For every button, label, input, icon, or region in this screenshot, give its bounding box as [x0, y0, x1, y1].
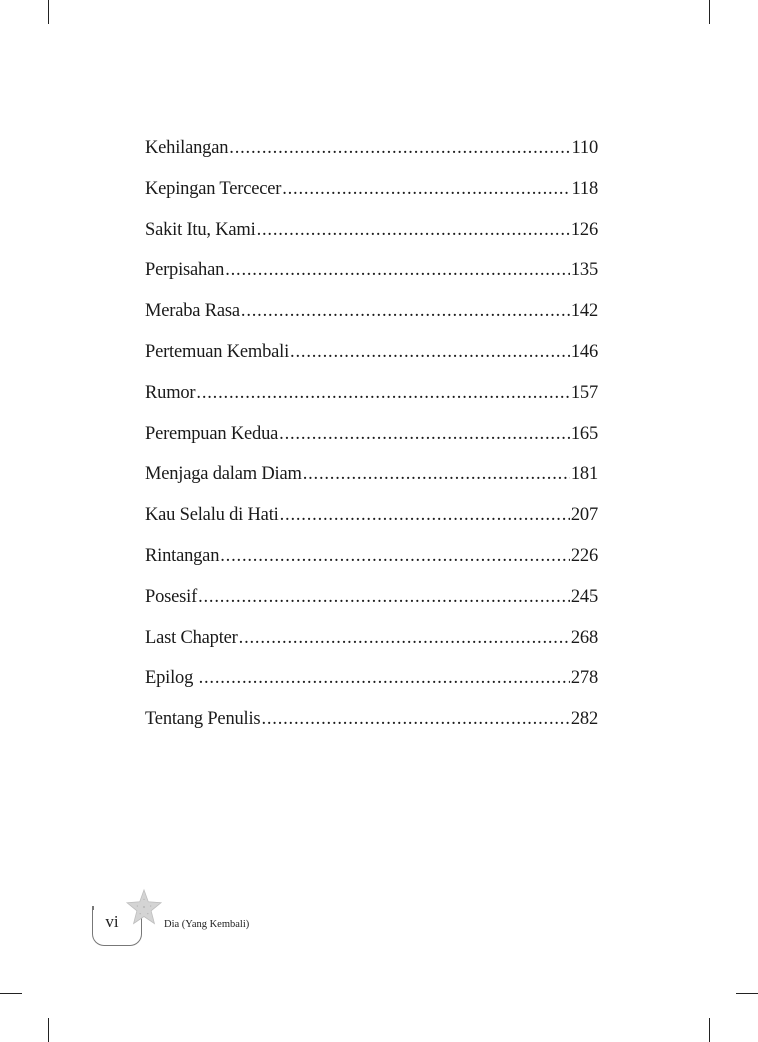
toc-dot-leader — [261, 709, 569, 730]
toc-dot-leader — [229, 138, 570, 159]
toc-entry[interactable] — [145, 220, 598, 261]
toc-entry-page: 165 — [570, 423, 598, 444]
toc-entry-title: Pertemuan Kembali — [145, 341, 290, 362]
toc-dot-leader — [279, 424, 570, 445]
toc-entry-title: Meraba Rasa — [145, 301, 240, 322]
toc-entry[interactable] — [145, 628, 598, 669]
toc-entry-title: Menjaga dalam Diam — [145, 464, 302, 485]
toc-entry[interactable] — [145, 260, 598, 301]
crop-mark-bottom-right — [709, 1018, 710, 1042]
toc-dot-leader — [196, 383, 569, 404]
toc-entry-title: Epilog — [145, 668, 198, 689]
toc-entry-page: 126 — [570, 219, 598, 240]
toc-entry-title: Sakit Itu, Kami — [145, 219, 256, 240]
crop-mark-right — [736, 993, 758, 994]
toc-entry-title: Kepingan Tercecer — [145, 178, 282, 199]
page-number: vi — [105, 912, 119, 931]
toc-entry-page: 118 — [571, 178, 598, 199]
toc-dot-leader — [280, 505, 570, 526]
toc-entry-title: Kau Selalu di Hati — [145, 505, 279, 526]
toc-dot-leader — [220, 546, 570, 567]
toc-dot-leader — [239, 628, 570, 649]
crop-mark-top-left — [48, 0, 49, 24]
toc-entry-page: 226 — [570, 545, 598, 566]
toc-dot-leader — [290, 342, 570, 363]
toc-entry-title: Tentang Penulis — [145, 709, 261, 730]
crop-mark-top-right — [709, 0, 710, 24]
toc-entry[interactable] — [145, 179, 598, 220]
toc-entry-page: 142 — [570, 301, 598, 322]
toc-entry[interactable] — [145, 464, 598, 505]
toc-entry-page: 245 — [570, 586, 598, 607]
toc-entry-page: 207 — [570, 505, 598, 526]
toc-entry-title: Rumor — [145, 382, 196, 403]
crop-mark-left — [0, 993, 22, 994]
toc-entry[interactable] — [145, 383, 598, 424]
toc-entry[interactable] — [145, 709, 598, 750]
toc-entry[interactable] — [145, 138, 598, 179]
toc-dot-leader — [198, 587, 570, 608]
toc-entry[interactable] — [145, 342, 598, 383]
toc-dot-leader — [257, 220, 570, 241]
toc-dot-leader — [303, 464, 570, 485]
running-book-title: Dia (Yang Kembali) — [164, 919, 250, 930]
toc-entry-page: 181 — [570, 464, 598, 485]
toc-entry-title: Kehilangan — [145, 138, 229, 158]
toc-entry-page: 157 — [570, 382, 598, 403]
toc-entry-page: 268 — [570, 627, 598, 648]
toc-entry-page: 146 — [570, 341, 598, 362]
crop-mark-bottom-left — [48, 1018, 49, 1042]
toc-dot-leader — [225, 260, 570, 281]
toc-entry[interactable] — [145, 424, 598, 465]
table-of-contents — [145, 138, 598, 750]
starfish-icon — [125, 888, 163, 926]
toc-dot-leader — [282, 179, 570, 200]
toc-entry-page: 278 — [570, 668, 598, 689]
toc-entry-title: Last Chapter — [145, 627, 238, 648]
toc-entry[interactable] — [145, 301, 598, 342]
toc-entry[interactable] — [145, 546, 598, 587]
toc-dot-leader — [241, 301, 570, 322]
toc-dot-leader — [199, 668, 570, 689]
toc-entry[interactable] — [145, 505, 598, 546]
toc-entry[interactable] — [145, 587, 598, 628]
page-footer — [92, 888, 342, 950]
toc-entry-page: 282 — [570, 709, 598, 730]
toc-entry-page: 110 — [571, 138, 598, 158]
toc-entry-page: 135 — [570, 260, 598, 281]
toc-entry-title: Perempuan Kedua — [145, 423, 279, 444]
toc-entry-title: Posesif — [145, 586, 198, 607]
toc-entry-title: Perpisahan — [145, 260, 225, 281]
toc-entry-title: Rintangan — [145, 545, 220, 566]
toc-entry[interactable] — [145, 668, 598, 709]
